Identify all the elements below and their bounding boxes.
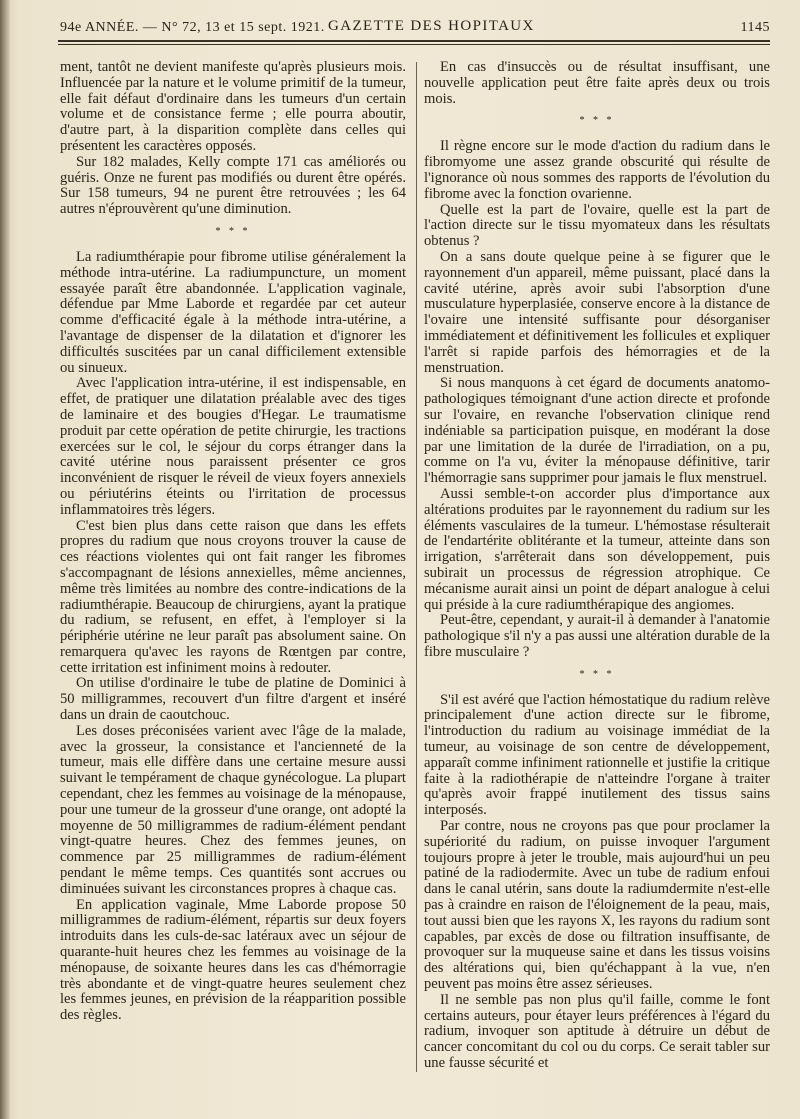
paragraph: Sur 182 malades, Kelly compte 171 cas améliorés ou guéris. Onze ne furent pas modifiés ou durent être opérés. Sur 158 tumeurs, 94 ne purent être retrouvées ; les 64 autres n'éprouvèrent qu'une diminution. xyxy=(60,153,406,218)
section-separator-stars: * * * xyxy=(215,225,251,237)
header-issue-info: 94e ANNÉE. — N° 72, 13 et 15 sept. 1921. xyxy=(60,20,325,35)
paragraph: Les doses préconisées varient avec l'âge de la malade, avec la grosseur, la consistance et l'ancienneté de la tumeur, mais elle diffère dans une certaine mesure aussi suivant le tempérament de chaque gynécologue. La plupart cependant, chez les femmes au voisinage de la ménopause, pour une tumeur de la grosseur d'une orange, ont adopté la moyenne de 50 milligrammes de radium-élément pendant vingt-quatre heures. Chez des femmes jeunes, on commence par 25 milligrammes de radium-élément pendant le même temps. Ces quantités sont accrues ou diminuées suivant les circonstances propres à chaque cas. xyxy=(60,722,406,897)
left-column xyxy=(60,60,406,1024)
column-separator xyxy=(416,62,417,1072)
paragraph: Il ne semble pas non plus qu'il faille, comme le font certains auteurs, pour étayer leurs préférences à l'égard du radium, invoquer son aptitude à détruire un début de cancer concomitant du col ou du corps. Ce serait tabler sur une fausse sécurité et xyxy=(424,991,770,1072)
paragraph: On utilise d'ordinaire le tube de platine de Dominici à 50 milligrammes, recouvert d'un filtre d'argent et inséré dans un drain de caoutchouc. xyxy=(60,675,406,724)
paragraph: Si nous manquons à cet égard de documents anatomo-pathologiques témoignant d'une action directe et profonde sur l'ovaire, en revanche l'observation clinique rend indéniable sa participation puisque, en modérant la dose par une limitation de la durée de l'irradiation, on a pu, comme on l'a vu, éviter la ménopause définitive, tarir l'hémorragie sans supprimer pour jamais le flux menstruel. xyxy=(424,375,770,487)
paragraph: S'il est avéré que l'action hémostatique du radium relève principalement d'une action directe sur le fibrome, l'introduction du radium au voisinage immédiat de la tumeur, au voisinage de son centre de développement, apparaît comme infiniment rationnelle et justifie la critique faite à la radiothérapie de n'atteindre l'organe à traiter qu'après avoir frappé inutilement des tissus sains interposés. xyxy=(424,691,770,819)
paragraph: En cas d'insuccès ou de résultat insuffisant, une nouvelle application peut être faite après deux ou trois mois. xyxy=(424,59,770,107)
paragraph: Il règne encore sur le mode d'action du radium dans le fibromyome une assez grande obscurité qui résulte de l'ignorance où nous sommes des rapports de l'évolution du fibrome avec la fonction ovarienne. xyxy=(424,138,770,202)
paragraph: C'est bien plus dans cette raison que dans les effets propres du radium que nous croyons trouver la cause de ces réactions violentes qui ont fait ranger les fibromes s'accompagnant de lésions annexielles, même anciennes, même très limitées au nombre des contre-indications de la radiumthérapie. Beaucoup de chirurgiens, ayant la pratique du radium, se refusent, en effet, à l'employer si la périphérie utérine ne leur paraît pas absolument saine. On remarquera qu'avec les rayons de Rœntgen par contre, cette irritation est infiniment moins à redouter. xyxy=(60,517,406,676)
paragraph: On a sans doute quelque peine à se figurer que le rayonnement d'un appareil, même puissant, placé dans la cavité utérine, après avoir subi l'absorption d'une musculature hyperplasiée, conserve encore à la distance de l'ovaire une intensité suffisante pour désorganiser immédiatement et définitivement les follicules et expliquer l'arrêt si rapide parfois des hémorragies et de la menstruation. xyxy=(424,248,770,376)
paragraph: Avec l'application intra-utérine, il est indispensable, en effet, de pratiquer une dilatation préalable avec des tiges de laminaire et des bougies d'Hegar. Le traumatisme produit par cette opération de petite chirurgie, les tractions exercées sur le col, le séjour du corps étranger dans la cavité utérine nous paraissent présenter ce gros inconvénient de risquer le réveil de vieux foyers annexiels ou périutérins éteints ou l'irritation de processus inflammatoires très légers. xyxy=(60,375,406,518)
paragraph: La radiumthérapie pour fibrome utilise généralement la méthode intra-utérine. La radiumpuncture, un moment essayée paraît être abandonnée. L'application vaginale, défendue par Mme Laborde et regardée par cet auteur comme d'efficacité égale à la méthode intra-utérine, a l'avantage de dispenser de la dilatation et d'ignorer les difficultés suscitées par un canal difficilement extensible ou sinueux. xyxy=(60,248,406,376)
paragraph: ment, tantôt ne devient manifeste qu'après plusieurs mois. Influencée par la nature et le volume primitif de la tumeur, elle fait défaut d'ordinaire dans les tumeurs d'un certain volume et de consistance ferme ; elle pourra aboutir, d'autre part, à la disparition complète dans celles qui présentent les caractères opposés. xyxy=(60,59,406,154)
paragraph: Peut-être, cependant, y aurait-il à demander à l'anatomie pathologique s'il n'y a pas aussi une altération durable de la fibre musculaire ? xyxy=(424,612,770,660)
running-header xyxy=(60,14,770,40)
header-rule-thin xyxy=(58,44,770,45)
section-separator-stars: * * * xyxy=(579,115,615,127)
paragraph: Quelle est la part de l'ovaire, quelle est la part de l'action directe sur le tissu myomateux dans les résultats obtenus ? xyxy=(424,201,770,250)
section-separator-stars: * * * xyxy=(579,668,615,680)
right-column xyxy=(424,60,770,1072)
page-binding-edge xyxy=(0,0,10,1119)
journal-title: GAZETTE DES HOPITAUX xyxy=(328,18,535,34)
header-rule xyxy=(58,40,770,42)
paragraph: Par contre, nous ne croyons pas que pour proclamer la supériorité du radium, on puisse invoquer l'argument toujours propre à jeter le trouble, mais aujourd'hui un peu patiné de la radiodermite. Avec un tube de radium enfoui dans le canal utérin, sans doute la radiumdermite n'est-elle pas à craindre en raison de l'éloignement de la peau, mais, tout aussi bien que les rayons X, les rayons du radium sont capables, par excès de dose ou filtration insuffisante, de provoquer sur la muqueuse saine et dans les tissus voisins des altérations qui, bien qu'échappant à la vue, n'en peuvent pas moins être assez sérieuses. xyxy=(424,818,770,993)
paragraph: En application vaginale, Mme Laborde propose 50 milligrammes de radium-élément, répartis sur deux foyers introduits dans les culs-de-sac latéraux avec un séjour de quarante-huit heures chez les femmes au voisinage de la ménopause, de soixante heures dans les cas d'hémorragie très abondante et de vingt-quatre heures seulement chez les femmes jeunes, en prévision de la réapparition possible des règles. xyxy=(60,896,406,1024)
page-number: 1145 xyxy=(740,20,770,35)
paragraph: Aussi semble-t-on accorder plus d'importance aux altérations produites par le rayonnement du radium sur les éléments vasculaires de la tumeur. L'hémostase résulterait de l'endartérite oblitérante et la tumeur, atteinte dans son irrigation, s'arrêterait dans son développement, puis subirait un processus de régression atrophique. Ce mécanisme aurait ainsi un point de départ analogue à celui qui préside à la cure radiumthérapique des angiomes. xyxy=(424,485,770,613)
